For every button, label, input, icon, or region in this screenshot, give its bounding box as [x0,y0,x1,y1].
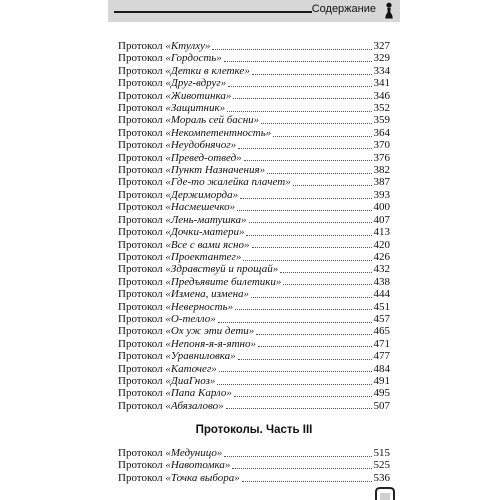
toc-entry-label [118,176,291,188]
toc-list-part3 [118,447,390,484]
toc-entry-label [118,288,249,300]
toc-entry-title: «Неудобнячог» [165,139,237,152]
toc-list [118,40,390,412]
toc-entry-title: «Неверность» [165,300,234,313]
toc-entry [118,325,390,337]
dot-leader [256,326,371,335]
toc-entry-label [118,239,250,251]
toc-entry-prefix: Протокол [118,176,163,189]
toc-entry-title: «Защитник» [165,102,226,115]
toc-page-number: 400 [373,201,390,214]
toc-entry-prefix: Протокол [118,164,163,177]
toc-entry [118,90,390,102]
toc-entry-prefix: Протокол [118,89,163,102]
dot-leader [280,264,371,273]
toc-entry-prefix: Протокол [118,188,163,201]
toc-entry-prefix: Протокол [118,387,163,400]
toc-entry-title: «Гордость» [165,52,222,65]
dot-leader [242,473,372,482]
toc-page-number: 382 [373,164,390,177]
dot-leader [293,177,372,186]
toc-entry-label [118,40,210,52]
toc-entry-label [118,251,241,263]
toc-entry-label [118,189,238,201]
toc-entry [118,65,390,77]
toc-entry-label [118,301,233,313]
toc-entry-label [118,52,222,64]
toc-entry-title: «Некомпетентность» [165,126,272,139]
toc-entry-label [118,400,224,412]
toc-entry-label [118,102,225,114]
toc-entry-label [118,152,242,164]
dot-leader [212,41,371,50]
chess-pawn-icon [384,2,394,19]
toc-entry-prefix: Протокол [118,275,163,288]
section-heading: Протоколы. Часть III [195,424,313,436]
toc-entry-label [118,201,235,213]
dot-leader [233,90,371,99]
toc-entry-title: «ДиаГноз» [165,374,216,387]
toc-page-number: 359 [373,114,390,127]
toc-page-number: 346 [373,89,390,102]
toc-entry [118,164,390,176]
toc-entry-prefix: Протокол [118,325,163,338]
toc-page-number: 376 [373,151,390,164]
running-header [108,0,400,22]
dot-leader [252,66,372,75]
toc-entry-title: «Пункт Назначения» [165,164,266,177]
toc-page-number: 477 [373,350,390,363]
dot-leader [240,190,371,199]
dot-leader [232,460,371,469]
dot-leader [251,289,371,298]
toc-page-number: 451 [373,300,390,313]
header-title: Содержание [311,3,376,15]
toc-entry-label [118,325,254,337]
dot-leader [224,53,372,62]
toc-entry-prefix: Протокол [118,337,163,350]
toc-entry-label [118,114,259,126]
toc-entry-label [118,447,222,459]
dot-leader [224,448,371,457]
toc-entry-title: «Уравниловка» [165,350,236,363]
toc-entry-title: «Непоня-я-я-ятно» [165,337,256,350]
toc-entry-label [118,387,232,399]
toc-page-number: 334 [373,64,390,77]
toc-entry-label [118,313,216,325]
toc-entry [118,313,390,325]
toc-page-number: 426 [373,250,390,263]
toc-entry-label [118,459,230,471]
toc-entry-prefix: Протокол [118,64,163,77]
toc-entry-prefix: Протокол [118,374,163,387]
toc-entry [118,102,390,114]
toc-entry-title: «Друг-вдруг» [165,77,227,90]
toc-page-number: 465 [373,325,390,338]
toc-page-number: 327 [373,40,390,52]
toc-entry [118,189,390,201]
toc-entry-prefix: Протокол [118,263,163,276]
toc-entry-title: «Медуницо» [165,447,223,459]
dot-leader [234,388,372,397]
toc-entry-title: «Превед-отвед» [165,151,242,164]
toc-entry [118,350,390,362]
toc-entry [118,77,390,89]
toc-entry [118,301,390,313]
toc-entry-prefix: Протокол [118,77,163,90]
toc-page-number: 413 [373,226,390,239]
dot-leader [261,115,371,124]
toc-entry-title: «Навотомка» [165,459,231,472]
toc-entry-title: «Животинка» [165,89,232,102]
toc-entry-title: «Дочки-матери» [165,226,245,239]
toc-entry [118,447,390,459]
toc-entry-title: «Здравствуй и прощай» [165,263,279,276]
toc-entry [118,201,390,213]
toc-entry-prefix: Протокол [118,471,163,484]
toc-entry-label [118,338,256,350]
dot-leader [246,227,371,236]
toc-entry [118,363,390,375]
toc-page-number: 515 [373,447,390,459]
dot-leader [217,376,371,385]
toc-entry-label [118,375,215,387]
toc-page-number: 407 [373,213,390,226]
toc-entry [118,288,390,300]
toc-entry [118,472,390,484]
toc-page-number: 341 [373,77,390,90]
dot-leader [238,140,371,149]
toc-entry-title: «Лень-матушка» [165,213,247,226]
toc-entry-prefix: Протокол [118,114,163,127]
toc-entry [118,459,390,471]
toc-entry [118,127,390,139]
toc-entry-prefix: Протокол [118,300,163,313]
toc-page-number: 525 [373,459,390,472]
toc-entry-prefix: Протокол [118,312,163,325]
toc-entry [118,400,390,412]
toc-entry-title: «Предъявите билетики» [165,275,282,288]
dot-leader [244,152,372,161]
toc-entry [118,375,390,387]
toc-entry-title: «Измена, измена» [165,288,250,301]
dot-leader [283,276,371,285]
toc-page-number: 432 [373,263,390,276]
toc-entry [118,338,390,350]
toc-entry [118,263,390,275]
dot-leader [228,78,371,87]
toc-page-number: 491 [373,374,390,387]
toc-entry-prefix: Протокол [118,238,163,251]
dot-leader [267,165,371,174]
toc-entry-prefix: Протокол [118,459,163,472]
dot-leader [219,363,372,372]
toc-entry-title: «Точка выбора» [165,471,240,484]
toc-entry-label [118,164,265,176]
dot-leader [249,214,372,223]
toc-entry-label [118,90,231,102]
toc-page-number: 352 [373,102,390,115]
toc-entry [118,176,390,188]
toc-entry-title: «Абязалово» [165,399,224,412]
toc-entry-prefix: Протокол [118,362,163,375]
toc-page-number: 444 [373,288,390,301]
toc-entry-label [118,350,236,362]
toc-page-number: 457 [373,312,390,325]
dot-leader [226,400,372,409]
toc-entry-title: «Проектантег» [165,250,242,263]
toc-entry-label [118,65,250,77]
toc-entry-prefix: Протокол [118,250,163,263]
toc-entry-prefix: Протокол [118,213,163,226]
toc-entry-prefix: Протокол [118,288,163,301]
page-tab-icon [373,487,397,500]
toc-entry-title: «Каточег» [165,362,217,375]
toc-entry-prefix: Протокол [118,102,163,115]
toc-page-number: 364 [373,126,390,139]
dot-leader [227,103,371,112]
toc-entry-label [118,226,244,238]
toc-entry [118,52,390,64]
dot-leader [218,314,372,323]
header-rule [114,11,312,13]
toc-page-number: 484 [373,362,390,375]
toc-entry-title: «Ктулху» [165,40,211,52]
toc-entry-prefix: Протокол [118,126,163,139]
toc-entry [118,139,390,151]
toc-entry-label [118,363,217,375]
toc-entry-title: «Все с вами ясно» [165,238,250,251]
toc-entry [118,152,390,164]
toc-entry [118,40,390,52]
toc-entry-title: «Детки в клетке» [165,64,250,77]
toc-entry-label [118,276,281,288]
toc-entry-prefix: Протокол [118,52,163,65]
toc-entry-prefix: Протокол [118,151,163,164]
toc-entry-label [118,214,247,226]
toc-entry-label [118,77,226,89]
toc-page-number: 420 [373,238,390,251]
toc-entry-title: «Мораль сей басни» [165,114,260,127]
toc-entry-prefix: Протокол [118,399,163,412]
toc-entry-prefix: Протокол [118,447,163,459]
toc-entry-title: «Где-то жалейка плачет» [165,176,291,189]
toc-entry-title: «О-телло» [165,312,216,325]
toc-page-number: 536 [373,471,390,484]
dot-leader [273,128,371,137]
dot-leader [252,239,372,248]
dot-leader [235,301,371,310]
toc-entry [118,114,390,126]
dot-leader [238,351,372,360]
toc-entry-title: «Насмешечко» [165,201,236,214]
toc-entry-prefix: Протокол [118,139,163,152]
toc-page-number: 329 [373,52,390,65]
toc-entry-prefix: Протокол [118,40,163,52]
toc-page-number: 393 [373,188,390,201]
toc-entry-label [118,472,240,484]
toc-page-number: 495 [373,387,390,400]
toc-entry-title: «Держиморда» [165,188,239,201]
toc-entry-prefix: Протокол [118,201,163,214]
toc-page-number: 438 [373,275,390,288]
dot-leader [258,338,372,347]
toc-page-number: 471 [373,337,390,350]
toc-entry-prefix: Протокол [118,226,163,239]
dot-leader [243,252,371,261]
dot-leader [237,202,371,211]
toc-entry [118,251,390,263]
toc-entry [118,276,390,288]
toc-entry [118,226,390,238]
toc-entry-title: «Папа Карло» [165,387,232,400]
toc-entry [118,239,390,251]
toc-page-number: 507 [373,399,390,412]
toc-entry [118,387,390,399]
toc-page-number: 387 [373,176,390,189]
toc-entry-label [118,127,271,139]
toc-entry-label [118,139,236,151]
toc-page-number: 370 [373,139,390,152]
toc-entry-label [118,263,278,275]
toc-entry-title: «Ох уж эти дети» [165,325,255,338]
toc-entry-prefix: Протокол [118,350,163,363]
toc-entry [118,214,390,226]
